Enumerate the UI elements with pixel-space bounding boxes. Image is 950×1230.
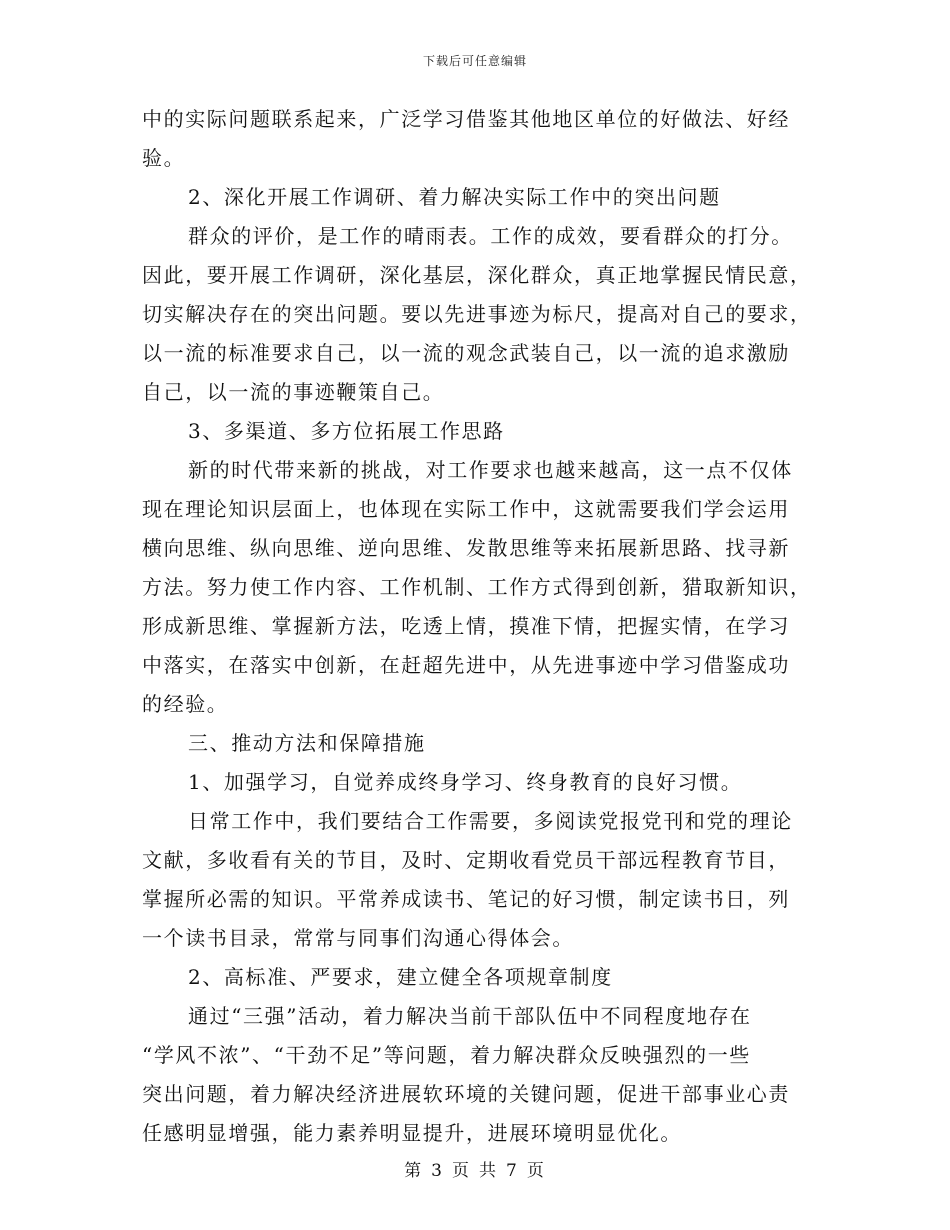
text-line: 一个读书目录，常常与同事们沟通心得体会。 bbox=[142, 926, 574, 950]
text-line: 现在理论知识层面上，也体现在实际工作中，这就需要我们学会运用 bbox=[142, 497, 790, 521]
section-heading: 三、推动方法和保障措施 bbox=[188, 731, 426, 755]
text-line: 掌握所必需的知识。平常养成读书、笔记的好习惯，制定读书日，列 bbox=[142, 887, 790, 911]
footer-ye2: 页 bbox=[526, 1161, 546, 1181]
text-line: 因此，要开展工作调研，深化基层，深化群众，真正地掌握民情民意， bbox=[142, 263, 812, 287]
section-heading: 1、加强学习，自觉养成终身学习、终身教育的良好习惯。 bbox=[188, 770, 743, 794]
text-line: 自己，以一流的事迹鞭策自己。 bbox=[142, 380, 445, 404]
text-line: 方法。努力使工作内容、工作机制、工作方式得到创新，猎取新知识， bbox=[142, 575, 812, 599]
paragraph-start-line: 群众的评价，是工作的晴雨表。工作的成效，要看群众的打分。 bbox=[188, 224, 793, 248]
footer-di: 第 bbox=[404, 1161, 424, 1181]
text-line: 突出问题，着力解决经济进展软环境的关键问题，促进干部事业心责 bbox=[142, 1082, 790, 1106]
paragraph-start-line: 通过“三强”活动，着力解决当前干部队伍中不同程度地存在 bbox=[188, 1004, 752, 1028]
paragraph-start-line: 日常工作中，我们要结合工作需要，多阅读党报党刊和党的理论 bbox=[188, 809, 793, 833]
paragraph-start-line: 新的时代带来新的挑战，对工作要求也越来越高，这一点不仅体 bbox=[188, 458, 793, 482]
text-line: 切实解决存在的突出问题。要以先进事迹为标尺，提高对自己的要求， bbox=[142, 302, 812, 326]
total-page-count: 7 bbox=[506, 1161, 519, 1181]
text-line: 以一流的标准要求自己，以一流的观念武装自己，以一流的追求激励 bbox=[142, 341, 790, 365]
footer-gong: 共 bbox=[479, 1161, 498, 1181]
text-line: 中的实际问题联系起来，广泛学习借鉴其他地区单位的好做法、好经 bbox=[142, 107, 790, 131]
document-body bbox=[142, 100, 810, 1153]
section-heading: 2、高标准、严要求，建立健全各项规章制度 bbox=[188, 965, 613, 989]
text-line: 验。 bbox=[142, 146, 186, 170]
text-line: 文献，多收看有关的节目，及时、定期收看党员干部远程教育节目， bbox=[142, 848, 790, 872]
page-header-note: 下载后可任意编辑 bbox=[422, 54, 527, 68]
section-heading: 3、多渠道、多方位拓展工作思路 bbox=[188, 419, 505, 443]
text-line: 的经验。 bbox=[142, 692, 229, 716]
text-line: “学风不浓”、“干劲不足”等问题，着力解决群众反映强烈的一些 bbox=[142, 1043, 751, 1067]
text-line: 横向思维、纵向思维、逆向思维、发散思维等来拓展新思路、找寻新 bbox=[142, 536, 790, 560]
text-line: 形成新思维、掌握新方法，吃透上情，摸准下情，把握实情，在学习 bbox=[142, 614, 790, 638]
section-heading: 2、深化开展工作调研、着力解决实际工作中的突出问题 bbox=[188, 185, 721, 209]
page-number-footer bbox=[0, 1156, 950, 1181]
text-line: 任感明显增强，能力素养明显提升，进展环境明显优化。 bbox=[142, 1121, 682, 1145]
text-line: 中落实，在落实中创新，在赶超先进中，从先进事迹中学习借鉴成功 bbox=[142, 653, 790, 677]
footer-ye: 页 bbox=[452, 1161, 471, 1181]
current-page-number: 3 bbox=[431, 1161, 444, 1181]
